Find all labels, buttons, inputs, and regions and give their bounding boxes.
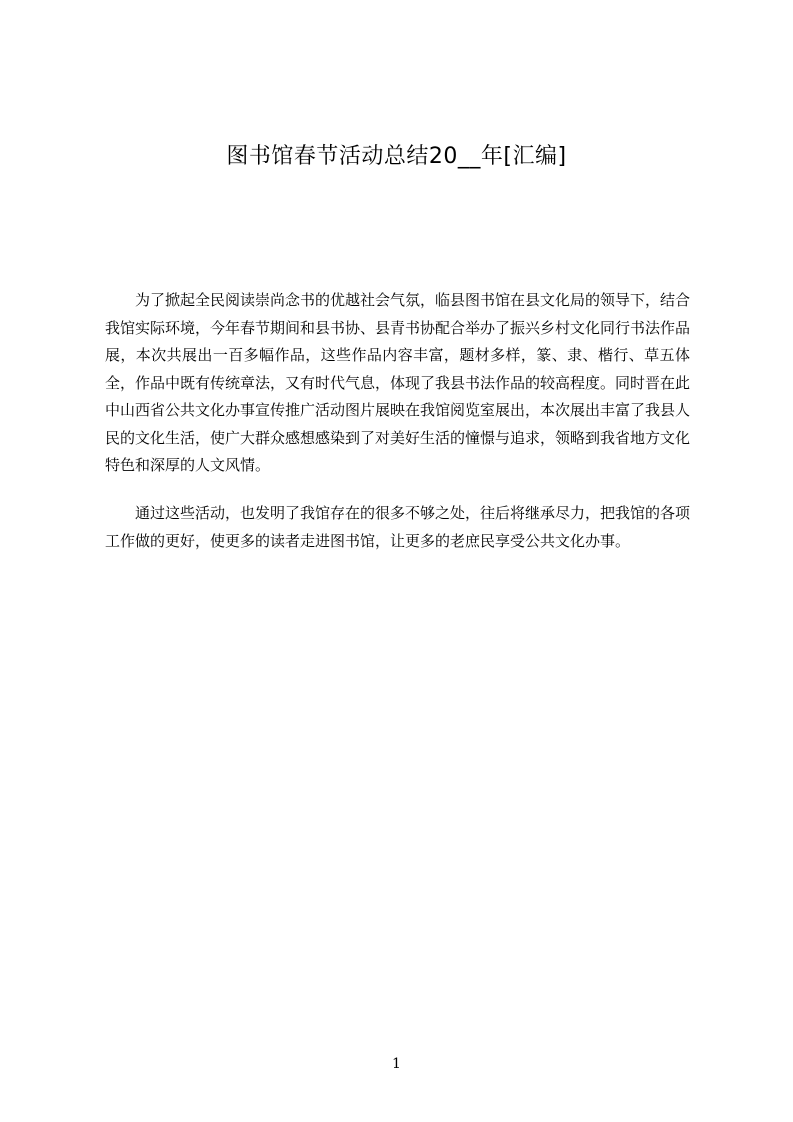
paragraph-activities: 为了掀起全民阅读崇尚念书的优越社会气氛，临县图书馆在县文化局的领导下，结合我馆实际环境，今年春节期间和县书协、县青书协配合举办了振兴乡村文化同行书法作品展，本次共展出一百多幅作品，这些作品内容丰富，题材多样，篆、隶、楷行、草五体全，作品中既有传统章法，又有时代气息，体现了我县书法作品的较高程度。同时晋在此中山西省公共文化办事宣传推广活动图片展映在我馆阅览室展出，本次展出丰富了我县人民的文化生活，使广大群众感想感染到了对美好生活的憧憬与追求，领略到我省地方文化特色和深厚的人文风情。 (105, 291, 691, 474)
paragraph-shortcomings: 通过这些活动，也发明了我馆存在的很多不够之处，往后将继承尽力，把我馆的各项工作做的更好，使更多的读者走进图书馆，让更多的老庶民享受公共文化办事。 (105, 504, 691, 550)
document-title: 图书馆春节活动总结20__年[汇编] (226, 144, 567, 169)
page-number: 1 (392, 1056, 401, 1072)
